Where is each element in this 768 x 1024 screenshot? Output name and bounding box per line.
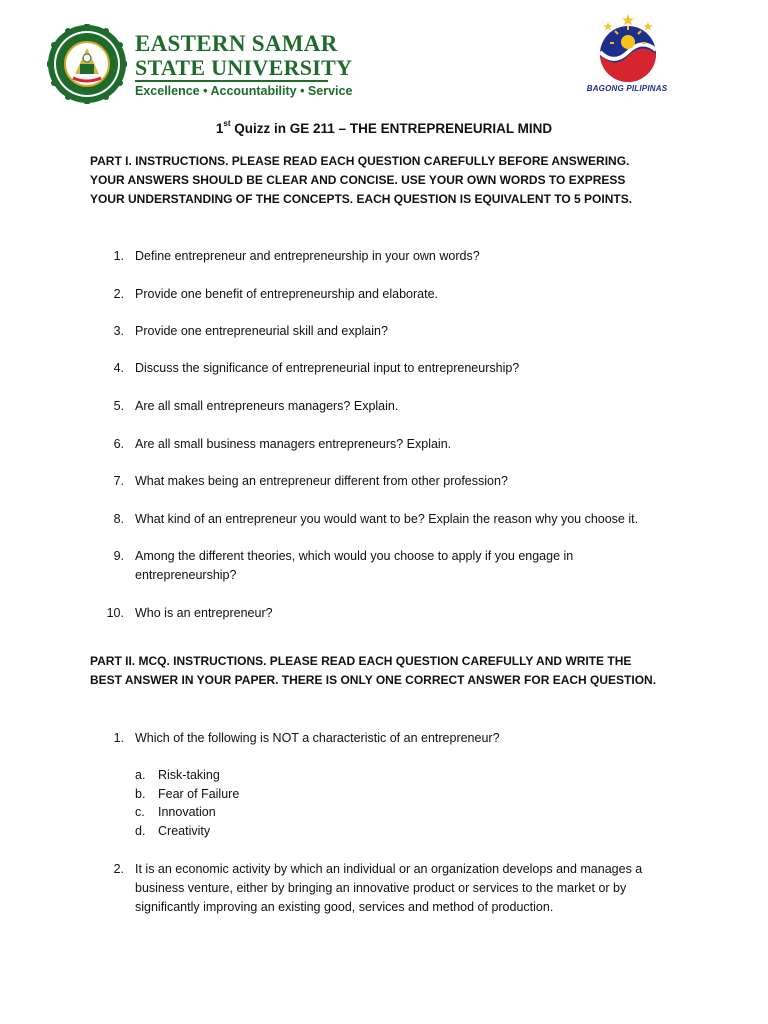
university-name-line1: EASTERN SAMAR: [135, 31, 338, 56]
option-a: a. Risk-taking: [135, 768, 220, 782]
university-tagline: Excellence • Accountability • Service: [135, 84, 353, 98]
university-name-line2: STATE UNIVERSITY: [135, 55, 353, 80]
part1-question-7: 7. What makes being an entrepreneur different from other profession?: [113, 474, 508, 488]
option-c: c. Innovation: [135, 805, 216, 819]
part1-question-2: 2. Provide one benefit of entrepreneurship and elaborate.: [113, 287, 438, 301]
part1-question-9: 9. Among the different theories, which would you choose to apply if you engage in entrepreneurship?: [113, 549, 574, 582]
option-d: d. Creativity: [135, 824, 211, 838]
title-ordinal-number: 1: [215, 121, 224, 136]
bagong-pilipinas-label: BAGONG PILIPINAS: [586, 84, 668, 93]
part1-question-5: 5. Are all small entrepreneurs managers? Explain.: [113, 399, 399, 413]
bagong-pilipinas-logo-icon: [592, 12, 664, 84]
title-text: Quizz in GE 211 – THE ENTREPRENEURIAL MIND: [230, 121, 553, 136]
part1-question-3: 3. Provide one entrepreneurial skill and explain?: [113, 324, 388, 338]
part2-instructions: PART II. MCQ. INSTRUCTIONS. PLEASE READ EACH QUESTION CAREFULLY AND WRITE THE BEST ANSWER IN YOUR PAPER. THERE IS ONLY ONE CORRECT ANSWER FOR EACH QUESTION.: [90, 654, 657, 687]
university-name-block: [135, 32, 352, 99]
part1-question-10: 10. Who is an entrepreneur?: [106, 606, 273, 620]
part2-question-1: 1. Which of the following is NOT a characteristic of an entrepreneur?: [113, 731, 500, 745]
university-seal-icon: [47, 24, 127, 104]
title-ordinal-suffix: st: [223, 119, 231, 128]
part2-question-2: 2. It is an economic activity by which an individual or an organization develops and manages a business venture, either by bringing an innovative product or services to the market or by significantly improving an existing good, services and method of production.: [113, 862, 643, 914]
quiz-title: [0, 121, 768, 136]
part1-question-8: 8. What kind of an entrepreneur you would want to be? Explain the reason why you choose it.: [113, 512, 639, 526]
university-name-rule: [135, 80, 328, 82]
part1-instructions: PART I. INSTRUCTIONS. PLEASE READ EACH QUESTION CAREFULLY BEFORE ANSWERING. YOUR ANSWERS SHOULD BE CLEAR AND CONCISE. USE YOUR OWN WORDS TO EXPRESS YOUR UNDERSTANDING OF THE CONCEPTS. EACH QUESTION IS EQUIVALENT TO 5 POINTS.: [90, 154, 633, 206]
part1-question-1: 1. Define entrepreneur and entrepreneurship in your own words?: [113, 249, 480, 263]
part1-question-4: 4. Discuss the significance of entrepreneurial input to entrepreneurship?: [113, 361, 520, 375]
part1-question-6: 6. Are all small business managers entrepreneurs? Explain.: [113, 437, 452, 451]
option-b: b. Fear of Failure: [135, 787, 240, 801]
